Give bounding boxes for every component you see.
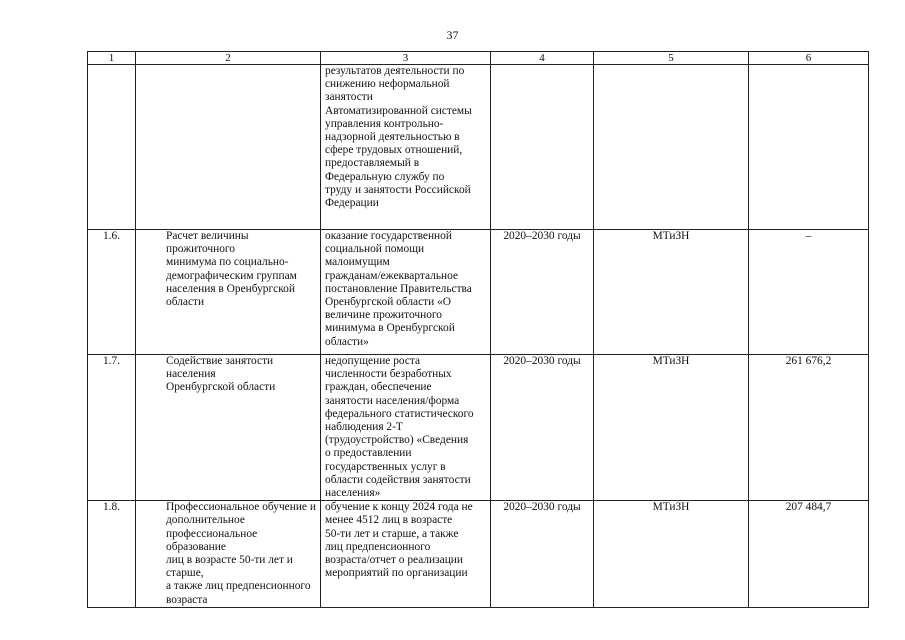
executor: МТиЗН bbox=[594, 501, 749, 608]
row-number bbox=[88, 65, 136, 230]
period: 2020–2030 годы bbox=[491, 355, 594, 501]
period: 2020–2030 годы bbox=[491, 501, 594, 608]
row-number: 1.6. bbox=[88, 230, 136, 355]
header-cell: 4 bbox=[491, 52, 594, 65]
row-number: 1.8. bbox=[88, 501, 136, 608]
measure-name bbox=[136, 65, 321, 230]
table-row bbox=[88, 501, 869, 608]
header-cell: 2 bbox=[136, 52, 321, 65]
header-cell: 6 bbox=[749, 52, 869, 65]
row-number: 1.7. bbox=[88, 355, 136, 501]
header-cell: 3 bbox=[321, 52, 491, 65]
funding-amount: – bbox=[749, 230, 869, 355]
period: 2020–2030 годы bbox=[491, 230, 594, 355]
page-number: 37 bbox=[446, 28, 459, 42]
table-header-row bbox=[88, 52, 869, 65]
measure-name: Профессиональное обучение и дополнительное профессиональное образование лиц в возрасте 50-ти лет и старше, а также лиц предпенсионного возраста bbox=[136, 501, 321, 608]
measure-name: Расчет величины прожиточного минимума по социально- демографическим группам населения в Оренбургской области bbox=[136, 230, 321, 355]
table-row bbox=[88, 65, 869, 230]
header-cell: 5 bbox=[594, 52, 749, 65]
funding-amount: 207 484,7 bbox=[749, 501, 869, 608]
executor: МТиЗН bbox=[594, 230, 749, 355]
funding-amount bbox=[749, 65, 869, 230]
measure-name: Содействие занятости населения Оренбургской области bbox=[136, 355, 321, 501]
table-row bbox=[88, 355, 869, 501]
measures-table bbox=[87, 51, 869, 608]
expected-result: обучение к концу 2024 года не менее 4512 лиц в возрасте 50-ти лет и старше, а также лиц предпенсионного возраста/отчет о реализации мероприятий по организации bbox=[321, 501, 491, 608]
table-row bbox=[88, 230, 869, 355]
period bbox=[491, 65, 594, 230]
expected-result: оказание государственной социальной помощи малоимущим гражданам/ежеквартальное постановление Правительства Оренбургской области «О величине прожиточного минимума в Оренбургской области» bbox=[321, 230, 491, 355]
executor: МТиЗН bbox=[594, 355, 749, 501]
expected-result: результатов деятельности по снижению неформальной занятости Автоматизированной системы управления контрольно- надзорной деятельностью в сфере трудовых отношений, предоставляемый в Федеральную службу по труду и занятости Российской Федерации bbox=[321, 65, 491, 230]
funding-amount: 261 676,2 bbox=[749, 355, 869, 501]
expected-result: недопущение роста численности безработных граждан, обеспечение занятости населения/форма федерального статистического наблюдения 2-Т (трудоустройство) «Сведения о предоставлении государственных услуг в области содействия занятости населения» bbox=[321, 355, 491, 501]
executor bbox=[594, 65, 749, 230]
header-cell: 1 bbox=[88, 52, 136, 65]
